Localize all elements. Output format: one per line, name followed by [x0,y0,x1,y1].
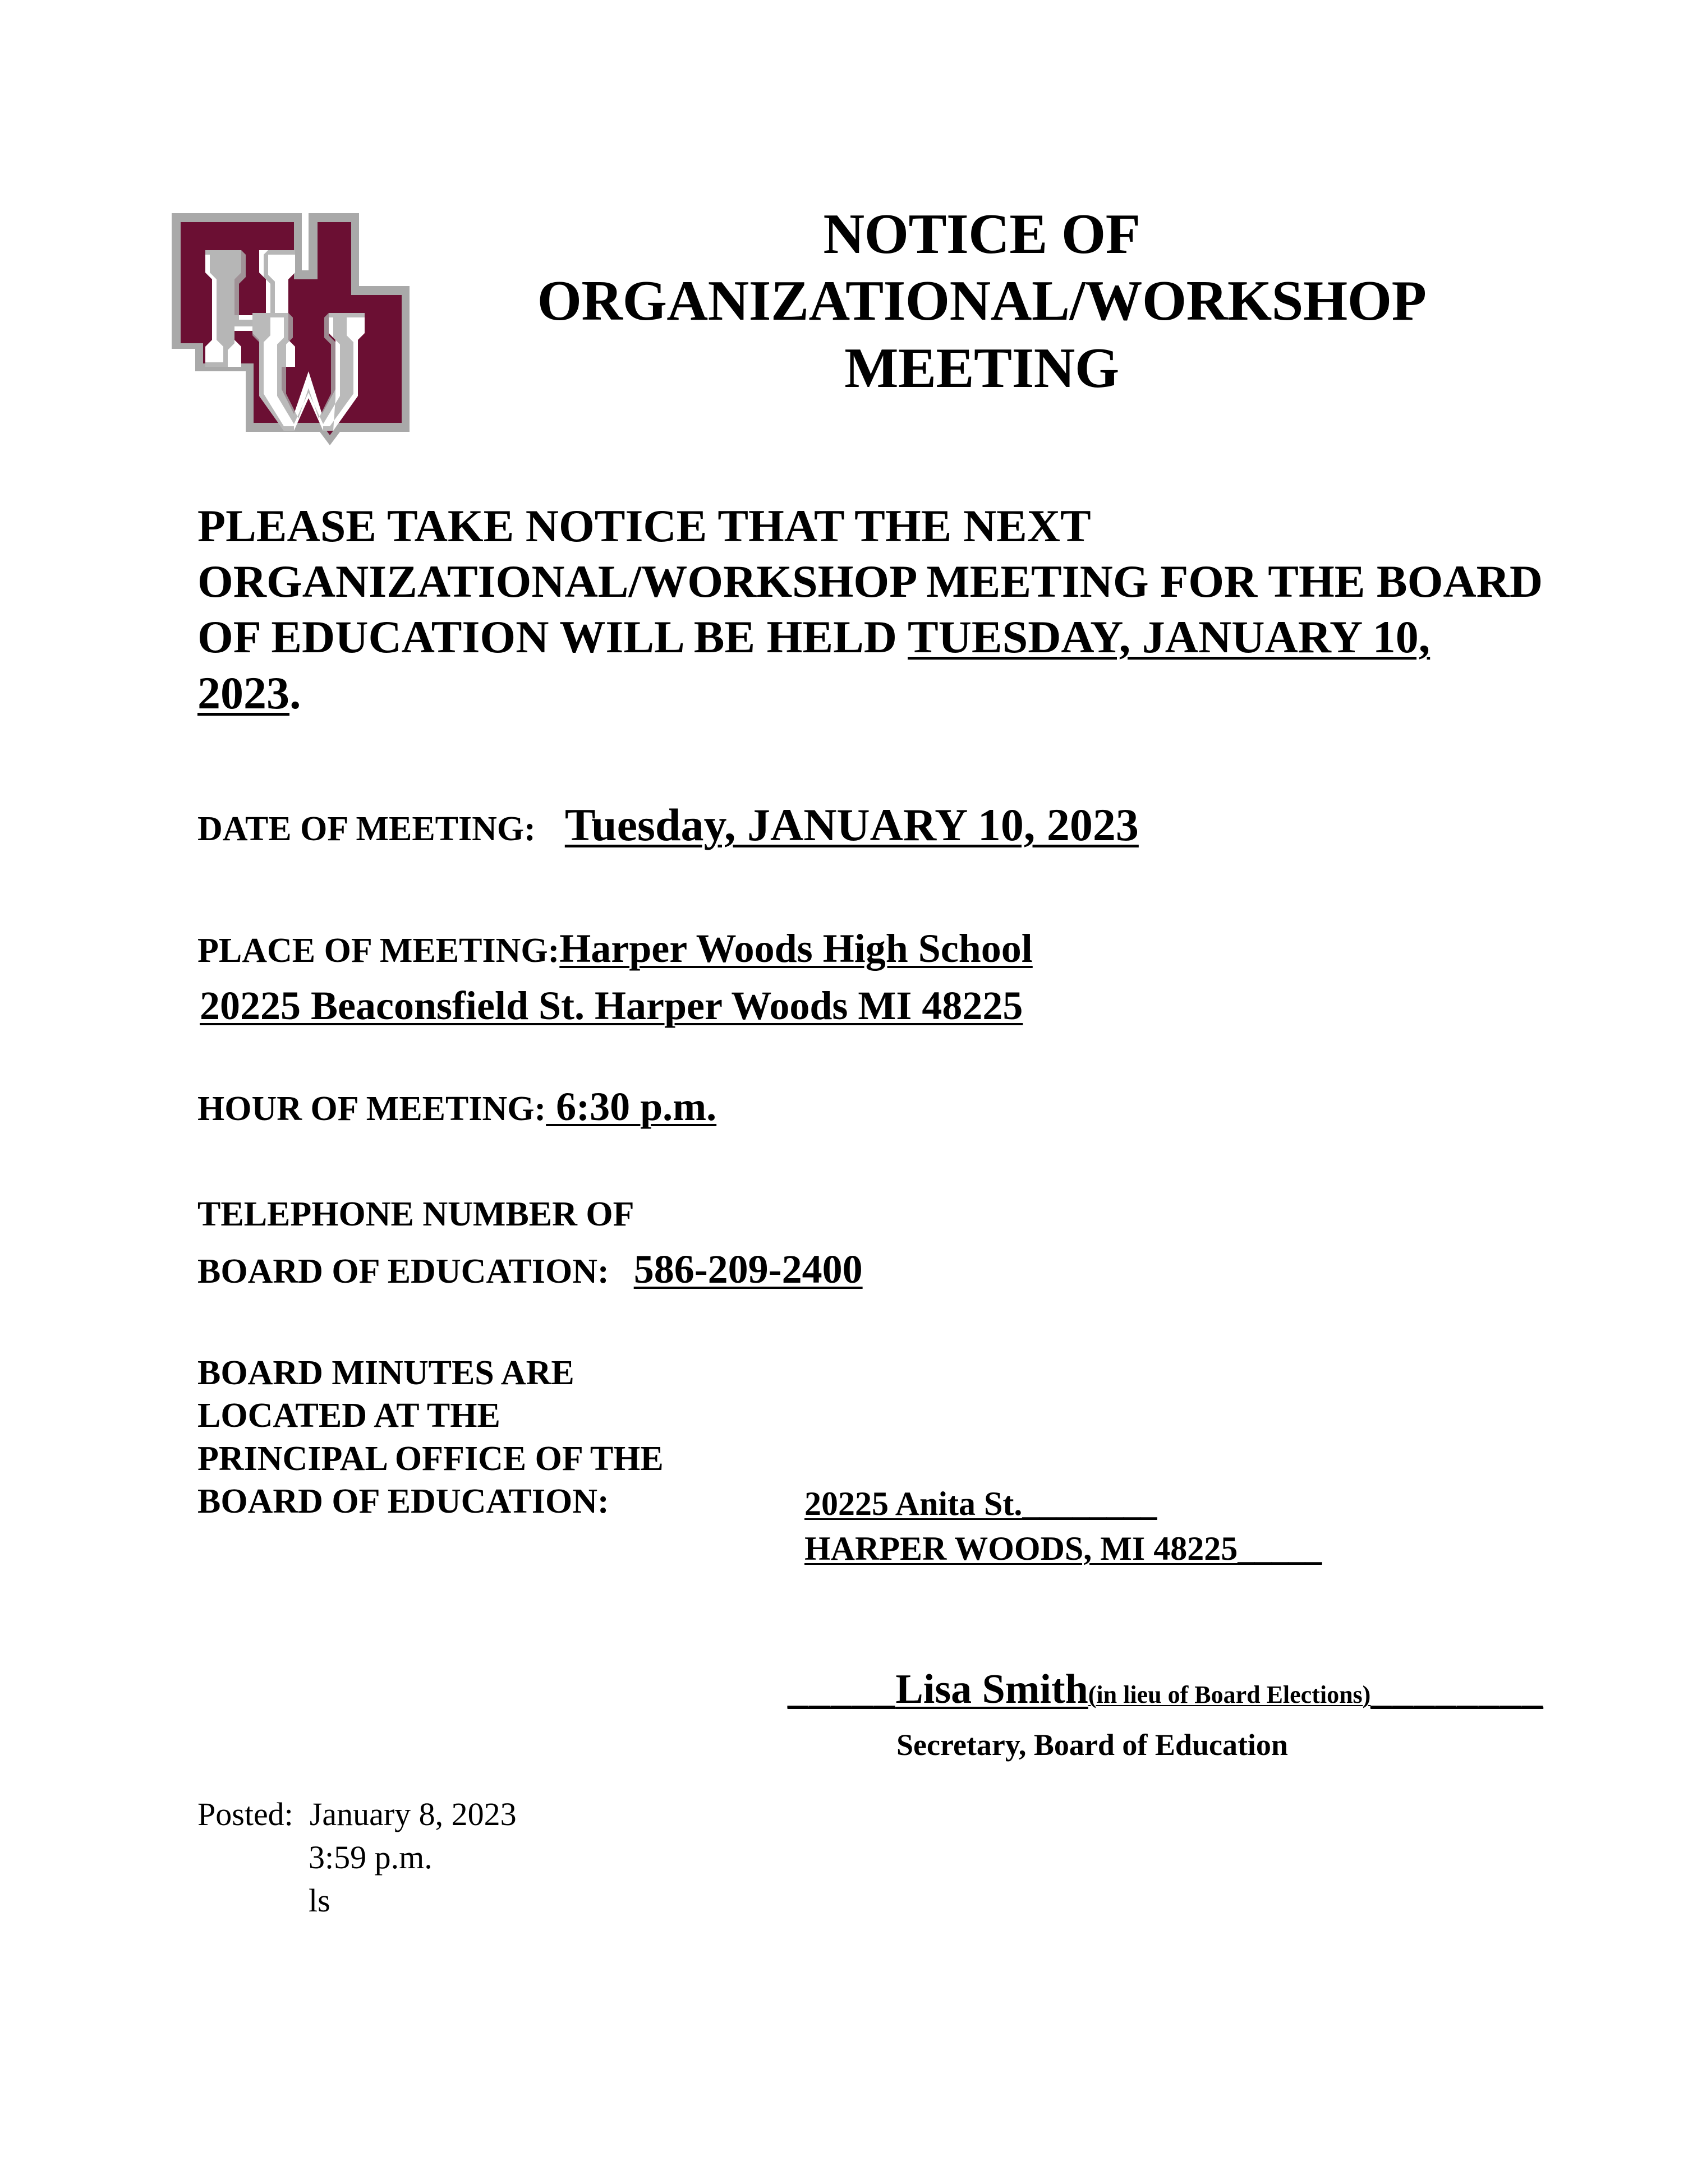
field-row-place [197,925,1033,972]
posted-time: 3:59 p.m. [309,1839,433,1876]
minutes-address-city: HARPER WOODS, MI 48225 [804,1529,1238,1567]
page-title [426,201,1537,402]
title-line-2: ORGANIZATIONAL/WORKSHOP [537,269,1427,333]
minutes-address-line-2 [804,1527,1322,1572]
posted-date-line [197,1793,517,1836]
posted-date: January 8, 2023 [309,1796,517,1832]
board-minutes-address [804,1482,1322,1572]
minutes-address-line-1 [804,1482,1322,1527]
notice-text-after: . [289,667,301,718]
title-line-1: NOTICE OF [823,202,1140,266]
signature-trail-fill: ________ [1370,1666,1544,1712]
minutes-address-street: 20225 Anita St. [804,1485,1023,1522]
minutes-label-line-3: PRINCIPAL OFFICE OF THE [197,1439,664,1478]
notice-text-before: PLEASE TAKE NOTICE THAT THE NEXT ORGANIZATIONAL/WORKSHOP MEETING FOR THE BOARD OF EDUCATION WILL BE HELD [197,500,1543,663]
field-row-date [197,799,1139,851]
posted-block [197,1793,517,1922]
hour-label: HOUR OF MEETING: [197,1090,546,1128]
signature-name: Lisa Smith [895,1666,1088,1712]
telephone-value: 586-209-2400 [633,1247,863,1292]
field-row-hour [197,1084,716,1130]
minutes-address-street-fill: ________ [1022,1485,1157,1522]
place-value: Harper Woods High School [559,926,1033,971]
posted-time-line [197,1836,517,1879]
posted-label: Posted: [197,1796,293,1832]
minutes-label-line-2: LOCATED AT THE [197,1397,500,1435]
posted-initials-line [197,1879,517,1922]
board-minutes-label-block [197,1352,664,1523]
posted-initials: ls [309,1882,330,1919]
minutes-address-city-fill: _____ [1238,1529,1322,1567]
date-value: Tuesday, JANUARY 10, 2023 [564,799,1139,850]
title-line-3: MEETING [844,336,1119,400]
signature-note: (in lieu of Board Elections) [1088,1681,1371,1708]
field-row-telephone-label-1 [197,1195,634,1234]
notice-meeting-date: TUESDAY, JANUARY 10, 2023 [197,611,1431,718]
field-row-telephone [197,1246,863,1293]
harper-woods-hw-logo [162,203,420,455]
minutes-label-line-1: BOARD MINUTES ARE [197,1354,574,1392]
signature-lead-fill: _____ [788,1666,896,1712]
signature-title: Secretary, Board of Education [896,1728,1288,1762]
signature-line [788,1666,1543,1713]
notice-paragraph [197,498,1544,721]
date-label: DATE OF MEETING: [197,810,536,848]
place-address-value: 20225 Beaconsfield St. Harper Woods MI 48225 [200,983,1023,1028]
field-row-place-address [200,983,1023,1029]
telephone-label-line-2: BOARD OF EDUCATION: [197,1252,609,1291]
place-label: PLACE OF MEETING: [197,932,560,970]
hour-value: 6:30 p.m. [546,1084,717,1129]
telephone-label-line-1: TELEPHONE NUMBER OF [197,1195,634,1233]
minutes-label-line-4: BOARD OF EDUCATION: [197,1482,609,1520]
